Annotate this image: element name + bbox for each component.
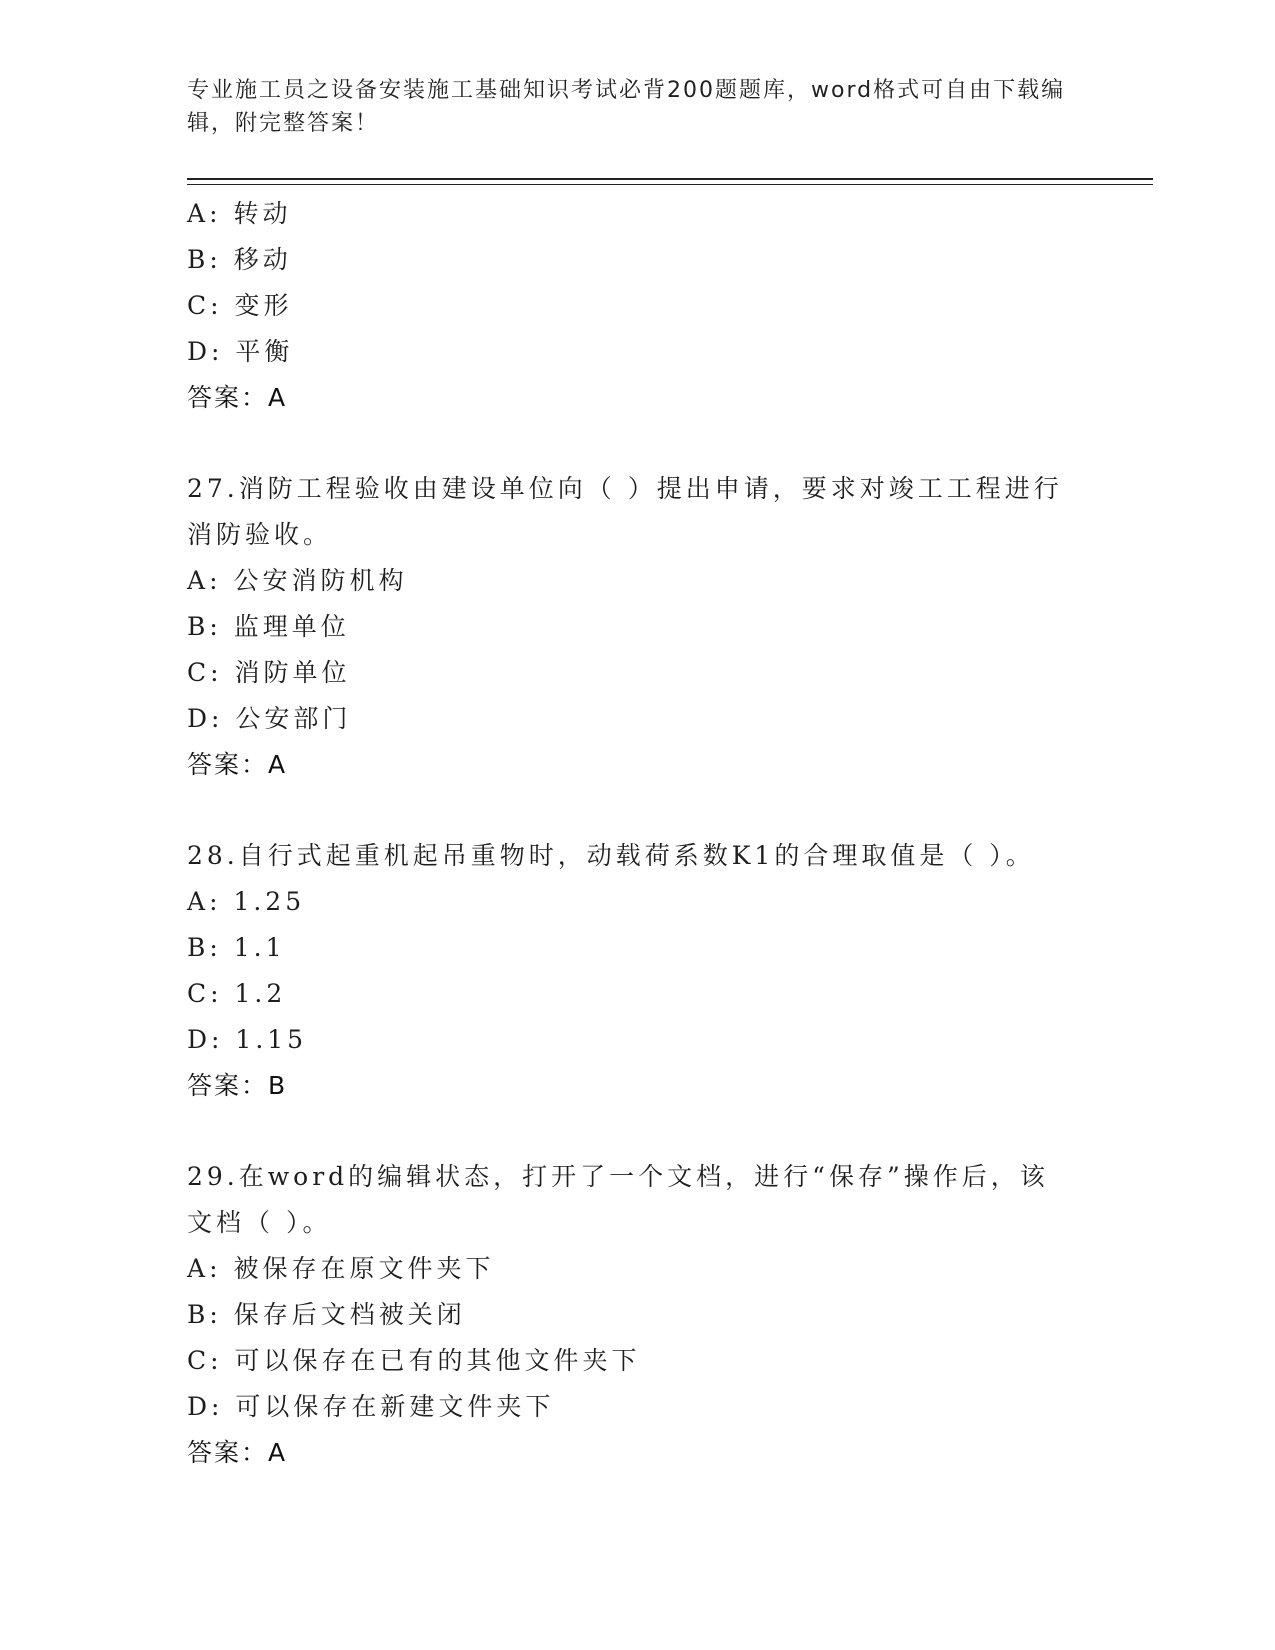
option-key: B bbox=[187, 245, 210, 274]
header-rule-thin bbox=[187, 184, 1153, 185]
option-key: C bbox=[187, 291, 211, 320]
option-separator: : bbox=[209, 612, 234, 641]
option-separator: : bbox=[211, 1025, 236, 1054]
option-key: D bbox=[187, 337, 212, 366]
option-text: 1.2 bbox=[234, 979, 287, 1008]
question-stem: 28.自行式起重机起吊重物时，动载荷系数K1的合理取值是（ ）。 bbox=[187, 841, 1035, 870]
question-block-partial bbox=[187, 191, 1087, 421]
option-separator: : bbox=[209, 887, 234, 916]
option-text: 1.15 bbox=[235, 1025, 308, 1054]
option-a bbox=[187, 879, 1087, 925]
option-text: 公安部门 bbox=[235, 704, 352, 733]
answer-value: A bbox=[268, 750, 288, 779]
option-text: 公安消防机构 bbox=[233, 566, 408, 595]
question-block-27 bbox=[187, 466, 1087, 788]
question-stem: 27.消防工程验收由建设单位向（ ）提出申请，要求对竣工工程进行消防验收。 bbox=[187, 474, 1063, 549]
option-c bbox=[187, 283, 1087, 329]
option-text: 消防单位 bbox=[234, 658, 351, 687]
document-header: 专业施工员之设备安装施工基础知识考试必背200题题库，word格式可自由下载编辑，附完整答案！ bbox=[187, 78, 1066, 136]
option-d bbox=[187, 329, 1087, 375]
option-key: A bbox=[187, 566, 210, 595]
option-d bbox=[187, 696, 1087, 742]
option-key: B bbox=[187, 612, 210, 641]
question-stem: 29.在word的编辑状态，打开了一个文档，进行“保存”操作后，该文档（ ）。 bbox=[187, 1162, 1049, 1237]
option-key: A bbox=[187, 199, 210, 228]
answer-label: 答案： bbox=[187, 383, 269, 412]
option-key: C bbox=[187, 979, 211, 1008]
option-b bbox=[187, 1292, 1087, 1338]
option-c bbox=[187, 971, 1087, 1017]
option-key: C bbox=[187, 658, 211, 687]
option-key: A bbox=[187, 1254, 210, 1283]
option-separator: : bbox=[211, 704, 236, 733]
option-separator: : bbox=[210, 291, 235, 320]
option-d bbox=[187, 1384, 1087, 1430]
question-block-28 bbox=[187, 833, 1087, 1109]
option-separator: : bbox=[211, 1392, 236, 1421]
answer-label: 答案： bbox=[187, 1438, 269, 1467]
answer-value: A bbox=[268, 1438, 288, 1467]
question-block-29 bbox=[187, 1154, 1087, 1476]
option-separator: : bbox=[211, 337, 236, 366]
option-b bbox=[187, 604, 1087, 650]
option-text: 平衡 bbox=[235, 337, 294, 366]
option-separator: : bbox=[210, 1346, 235, 1375]
answer-line bbox=[187, 1430, 1087, 1476]
option-separator: : bbox=[209, 1300, 234, 1329]
option-separator: : bbox=[210, 979, 235, 1008]
option-separator: : bbox=[210, 658, 235, 687]
option-key: D bbox=[187, 704, 212, 733]
option-d bbox=[187, 1017, 1087, 1063]
option-text: 1.25 bbox=[233, 887, 306, 916]
answer-label: 答案： bbox=[187, 750, 269, 779]
option-separator: : bbox=[209, 245, 234, 274]
option-b bbox=[187, 925, 1087, 971]
option-a bbox=[187, 191, 1087, 237]
option-c bbox=[187, 650, 1087, 696]
header-rule-thick bbox=[187, 178, 1153, 180]
option-key: B bbox=[187, 933, 210, 962]
answer-label: 答案： bbox=[187, 1071, 269, 1100]
answer-value: B bbox=[268, 1071, 288, 1100]
option-key: D bbox=[187, 1392, 212, 1421]
option-text: 可以保存在新建文件夹下 bbox=[235, 1392, 555, 1421]
option-b bbox=[187, 237, 1087, 283]
option-text: 保存后文档被关闭 bbox=[233, 1300, 466, 1329]
option-text: 可以保存在已有的其他文件夹下 bbox=[234, 1346, 641, 1375]
option-separator: : bbox=[209, 199, 234, 228]
question-list bbox=[187, 191, 1087, 1476]
option-key: A bbox=[187, 887, 210, 916]
option-text: 1.1 bbox=[233, 933, 286, 962]
option-separator: : bbox=[209, 1254, 234, 1283]
option-text: 监理单位 bbox=[233, 612, 350, 641]
option-key: B bbox=[187, 1300, 210, 1329]
option-a bbox=[187, 1246, 1087, 1292]
option-text: 转动 bbox=[233, 199, 292, 228]
option-text: 移动 bbox=[233, 245, 292, 274]
answer-value: A bbox=[268, 383, 288, 412]
option-a bbox=[187, 558, 1087, 604]
option-c bbox=[187, 1338, 1087, 1384]
option-text: 变形 bbox=[234, 291, 293, 320]
option-key: D bbox=[187, 1025, 212, 1054]
answer-line bbox=[187, 1063, 1087, 1109]
answer-line bbox=[187, 375, 1087, 421]
option-separator: : bbox=[209, 566, 234, 595]
option-text: 被保存在原文件夹下 bbox=[233, 1254, 495, 1283]
option-separator: : bbox=[209, 933, 234, 962]
option-key: C bbox=[187, 1346, 211, 1375]
answer-line bbox=[187, 742, 1087, 788]
